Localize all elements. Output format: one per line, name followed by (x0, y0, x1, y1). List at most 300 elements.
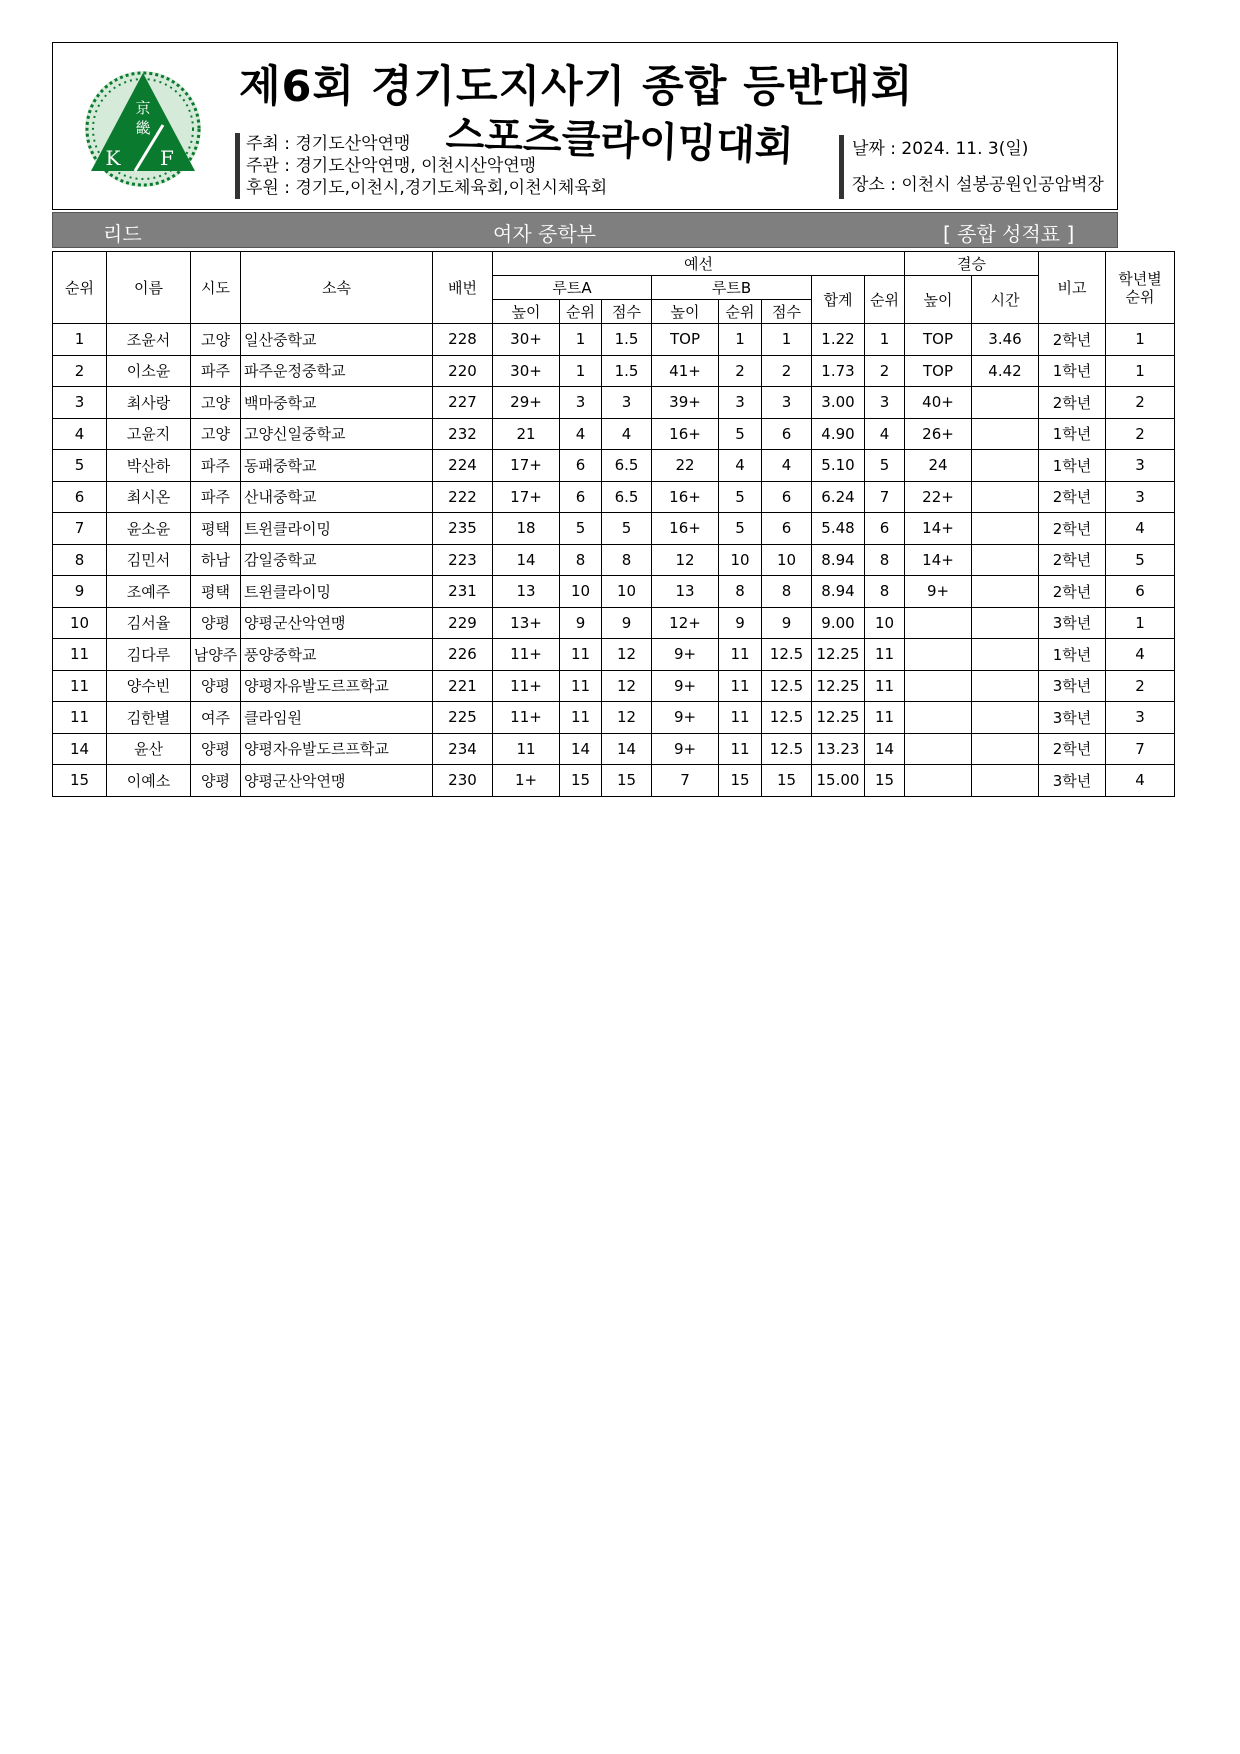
svg-text:京: 京 (135, 99, 151, 117)
total-cell: 3.00 (812, 387, 865, 419)
table-row (53, 418, 1175, 450)
total-cell: 8.94 (812, 544, 865, 576)
route-a-score-cell: 3 (602, 387, 652, 419)
qual-rank-cell: 11 (865, 702, 905, 734)
route-a-score-cell: 8 (602, 544, 652, 576)
final-time-cell (972, 670, 1039, 702)
final-time-cell (972, 418, 1039, 450)
route-b-height-cell: 22 (652, 450, 719, 482)
rank-cell: 9 (53, 576, 107, 608)
event-label: 리드 (103, 222, 142, 246)
route-a-score-cell: 10 (602, 576, 652, 608)
total-cell: 15.00 (812, 765, 865, 797)
route-a-height-cell: 17+ (493, 481, 560, 513)
rank-cell: 8 (53, 544, 107, 576)
route-b-rank-cell: 3 (719, 387, 762, 419)
route-a-height-cell: 11+ (493, 639, 560, 671)
final-time-cell (972, 450, 1039, 482)
bib-cell: 230 (433, 765, 493, 797)
sponsor-line: 후원 : 경기도,이천시,경기도체육회,이천시체육회 (246, 178, 608, 198)
bib-cell: 225 (433, 702, 493, 734)
final-height-cell (905, 702, 972, 734)
total-cell: 6.24 (812, 481, 865, 513)
note-cell: 2학년 (1039, 544, 1106, 576)
document-header (52, 42, 1118, 210)
results-table (52, 251, 1175, 797)
final-height-cell: 14+ (905, 544, 972, 576)
route-a-score-cell: 12 (602, 702, 652, 734)
note-cell: 3학년 (1039, 702, 1106, 734)
route-b-height-cell: 41+ (652, 355, 719, 387)
rank-cell: 14 (53, 733, 107, 765)
city-cell: 하남 (191, 544, 241, 576)
grade-rank-cell: 2 (1106, 418, 1175, 450)
affiliation-cell: 동패중학교 (241, 450, 433, 482)
route-b-rank-cell: 10 (719, 544, 762, 576)
qual-rank-cell: 8 (865, 576, 905, 608)
final-height-cell: 14+ (905, 513, 972, 545)
header-b-rank: 순위 (719, 300, 762, 324)
route-a-score-cell: 5 (602, 513, 652, 545)
route-a-height-cell: 14 (493, 544, 560, 576)
route-b-rank-cell: 5 (719, 418, 762, 450)
name-cell: 윤산 (107, 733, 191, 765)
route-a-rank-cell: 11 (560, 702, 602, 734)
bib-cell: 229 (433, 607, 493, 639)
qual-rank-cell: 6 (865, 513, 905, 545)
route-b-score-cell: 1 (762, 324, 812, 356)
table-row (53, 324, 1175, 356)
route-a-height-cell: 13 (493, 576, 560, 608)
affiliation-cell: 양평군산악연맹 (241, 607, 433, 639)
route-b-score-cell: 9 (762, 607, 812, 639)
table-row (53, 702, 1175, 734)
table-row (53, 387, 1175, 419)
route-a-height-cell: 11+ (493, 670, 560, 702)
grade-rank-cell: 4 (1106, 513, 1175, 545)
table-row (53, 670, 1175, 702)
route-b-rank-cell: 11 (719, 670, 762, 702)
route-b-height-cell: 7 (652, 765, 719, 797)
route-a-height-cell: 1+ (493, 765, 560, 797)
route-b-rank-cell: 8 (719, 576, 762, 608)
category-banner (52, 212, 1118, 248)
name-cell: 김다루 (107, 639, 191, 671)
affiliation-cell: 양평자유발도르프학교 (241, 733, 433, 765)
header-b-score: 점수 (762, 300, 812, 324)
affiliation-cell: 감일중학교 (241, 544, 433, 576)
division-label: 여자 중학부 (493, 222, 596, 246)
total-cell: 1.22 (812, 324, 865, 356)
route-a-height-cell: 13+ (493, 607, 560, 639)
route-b-score-cell: 4 (762, 450, 812, 482)
note-cell: 3학년 (1039, 607, 1106, 639)
affiliation-cell: 양평자유발도르프학교 (241, 670, 433, 702)
name-cell: 김민서 (107, 544, 191, 576)
note-cell: 1학년 (1039, 450, 1106, 482)
qual-rank-cell: 10 (865, 607, 905, 639)
city-cell: 평택 (191, 513, 241, 545)
route-a-height-cell: 11+ (493, 702, 560, 734)
route-a-height-cell: 21 (493, 418, 560, 450)
bib-cell: 234 (433, 733, 493, 765)
route-a-score-cell: 6.5 (602, 450, 652, 482)
route-b-score-cell: 12.5 (762, 733, 812, 765)
affiliation-cell: 풍양중학교 (241, 639, 433, 671)
sheet-label: [ 종합 성적표 ] (943, 222, 1075, 246)
route-a-rank-cell: 6 (560, 450, 602, 482)
route-a-score-cell: 12 (602, 639, 652, 671)
route-b-rank-cell: 1 (719, 324, 762, 356)
table-row (53, 576, 1175, 608)
route-b-height-cell: 16+ (652, 481, 719, 513)
bib-cell: 221 (433, 670, 493, 702)
competition-title: 제6회 경기도지사기 종합 등반대회 (239, 62, 914, 112)
final-height-cell: TOP (905, 355, 972, 387)
total-cell: 4.90 (812, 418, 865, 450)
header-a-height: 높이 (493, 300, 560, 324)
route-b-height-cell: 9+ (652, 670, 719, 702)
note-cell: 2학년 (1039, 324, 1106, 356)
table-row (53, 450, 1175, 482)
note-cell: 2학년 (1039, 387, 1106, 419)
qual-rank-cell: 5 (865, 450, 905, 482)
bib-cell: 224 (433, 450, 493, 482)
name-cell: 양수빈 (107, 670, 191, 702)
route-a-height-cell: 30+ (493, 324, 560, 356)
bib-cell: 222 (433, 481, 493, 513)
final-time-cell (972, 576, 1039, 608)
table-row (53, 639, 1175, 671)
city-cell: 양평 (191, 607, 241, 639)
route-b-height-cell: 12+ (652, 607, 719, 639)
city-cell: 파주 (191, 481, 241, 513)
table-row (53, 355, 1175, 387)
grade-rank-cell: 6 (1106, 576, 1175, 608)
city-cell: 양평 (191, 670, 241, 702)
final-height-cell (905, 765, 972, 797)
final-time-cell (972, 513, 1039, 545)
table-row (53, 607, 1175, 639)
bib-cell: 232 (433, 418, 493, 450)
table-row (53, 733, 1175, 765)
header-name: 이름 (107, 252, 191, 324)
city-cell: 평택 (191, 576, 241, 608)
city-cell: 여주 (191, 702, 241, 734)
rank-cell: 6 (53, 481, 107, 513)
route-a-rank-cell: 10 (560, 576, 602, 608)
route-b-rank-cell: 11 (719, 702, 762, 734)
total-cell: 5.48 (812, 513, 865, 545)
route-a-rank-cell: 8 (560, 544, 602, 576)
date-venue-info (839, 135, 1104, 199)
final-time-cell (972, 702, 1039, 734)
organizer-line: 주관 : 경기도산악연맹, 이천시산악연맹 (246, 156, 537, 176)
city-cell: 양평 (191, 733, 241, 765)
note-cell: 3학년 (1039, 765, 1106, 797)
final-time-cell (972, 607, 1039, 639)
total-cell: 12.25 (812, 670, 865, 702)
total-cell: 12.25 (812, 639, 865, 671)
city-cell: 파주 (191, 355, 241, 387)
final-height-cell (905, 733, 972, 765)
grade-rank-cell: 1 (1106, 607, 1175, 639)
route-a-rank-cell: 6 (560, 481, 602, 513)
route-b-height-cell: 16+ (652, 418, 719, 450)
route-b-rank-cell: 11 (719, 639, 762, 671)
city-cell: 남양주 (191, 639, 241, 671)
route-b-score-cell: 10 (762, 544, 812, 576)
grade-rank-cell: 5 (1106, 544, 1175, 576)
header-rank: 순위 (53, 252, 107, 324)
city-cell: 고양 (191, 387, 241, 419)
bib-cell: 228 (433, 324, 493, 356)
total-cell: 5.10 (812, 450, 865, 482)
route-a-score-cell: 15 (602, 765, 652, 797)
header-final-time: 시간 (972, 276, 1039, 324)
city-cell: 고양 (191, 324, 241, 356)
affiliation-cell: 일산중학교 (241, 324, 433, 356)
city-cell: 파주 (191, 450, 241, 482)
final-time-cell (972, 481, 1039, 513)
route-a-score-cell: 1.5 (602, 324, 652, 356)
route-b-rank-cell: 5 (719, 481, 762, 513)
header-b-height: 높이 (652, 300, 719, 324)
qual-rank-cell: 11 (865, 670, 905, 702)
table-row (53, 765, 1175, 797)
route-a-rank-cell: 11 (560, 670, 602, 702)
date-line: 날짜 : 2024. 11. 3(일) (852, 139, 1029, 159)
name-cell: 최시온 (107, 481, 191, 513)
name-cell: 이소윤 (107, 355, 191, 387)
route-b-height-cell: 9+ (652, 639, 719, 671)
header-note: 비고 (1039, 252, 1106, 324)
route-a-rank-cell: 1 (560, 355, 602, 387)
rank-cell: 11 (53, 639, 107, 671)
grade-rank-cell: 3 (1106, 481, 1175, 513)
organizer-info (235, 133, 607, 199)
route-b-score-cell: 12.5 (762, 670, 812, 702)
route-b-height-cell: 12 (652, 544, 719, 576)
route-a-rank-cell: 15 (560, 765, 602, 797)
route-b-rank-cell: 4 (719, 450, 762, 482)
grade-rank-cell: 4 (1106, 639, 1175, 671)
affiliation-cell: 백마중학교 (241, 387, 433, 419)
grade-rank-cell: 3 (1106, 702, 1175, 734)
affiliation-cell: 양평군산악연맹 (241, 765, 433, 797)
final-height-cell (905, 670, 972, 702)
city-cell: 고양 (191, 418, 241, 450)
rank-cell: 4 (53, 418, 107, 450)
final-time-cell (972, 765, 1039, 797)
route-b-rank-cell: 9 (719, 607, 762, 639)
city-cell: 양평 (191, 765, 241, 797)
results-body (53, 324, 1175, 797)
route-b-score-cell: 6 (762, 481, 812, 513)
route-a-score-cell: 14 (602, 733, 652, 765)
grade-rank-cell: 4 (1106, 765, 1175, 797)
route-b-height-cell: 39+ (652, 387, 719, 419)
route-a-rank-cell: 3 (560, 387, 602, 419)
qual-rank-cell: 3 (865, 387, 905, 419)
rank-cell: 11 (53, 702, 107, 734)
note-cell: 1학년 (1039, 418, 1106, 450)
rank-cell: 2 (53, 355, 107, 387)
grade-rank-cell: 1 (1106, 355, 1175, 387)
final-height-cell: 26+ (905, 418, 972, 450)
kf-emblem-logo (81, 67, 205, 191)
route-a-score-cell: 12 (602, 670, 652, 702)
route-b-rank-cell: 11 (719, 733, 762, 765)
svg-text:畿: 畿 (135, 119, 151, 137)
bib-cell: 227 (433, 387, 493, 419)
total-cell: 12.25 (812, 702, 865, 734)
host-line: 주최 : 경기도산악연맹 (246, 134, 411, 154)
header-affiliation: 소속 (241, 252, 433, 324)
route-b-height-cell: 9+ (652, 702, 719, 734)
rank-cell: 11 (53, 670, 107, 702)
header-city: 시도 (191, 252, 241, 324)
name-cell: 윤소윤 (107, 513, 191, 545)
route-a-height-cell: 17+ (493, 450, 560, 482)
route-a-rank-cell: 9 (560, 607, 602, 639)
header-a-score: 점수 (602, 300, 652, 324)
name-cell: 조윤서 (107, 324, 191, 356)
route-b-score-cell: 3 (762, 387, 812, 419)
route-a-rank-cell: 5 (560, 513, 602, 545)
rank-cell: 15 (53, 765, 107, 797)
header-grade-rank: 학년별 순위 (1106, 252, 1175, 324)
final-time-cell: 3.46 (972, 324, 1039, 356)
note-cell: 2학년 (1039, 733, 1106, 765)
qual-rank-cell: 4 (865, 418, 905, 450)
grade-rank-cell: 2 (1106, 387, 1175, 419)
route-b-rank-cell: 5 (719, 513, 762, 545)
final-time-cell: 4.42 (972, 355, 1039, 387)
grade-rank-cell: 7 (1106, 733, 1175, 765)
route-b-height-cell: TOP (652, 324, 719, 356)
header-route-a: 루트A (493, 276, 652, 300)
affiliation-cell: 파주운정중학교 (241, 355, 433, 387)
rank-cell: 1 (53, 324, 107, 356)
note-cell: 1학년 (1039, 355, 1106, 387)
route-a-rank-cell: 4 (560, 418, 602, 450)
table-row (53, 513, 1175, 545)
route-a-score-cell: 9 (602, 607, 652, 639)
rank-cell: 7 (53, 513, 107, 545)
final-height-cell: 40+ (905, 387, 972, 419)
svg-text:K: K (105, 146, 121, 170)
final-height-cell (905, 639, 972, 671)
table-row (53, 544, 1175, 576)
final-time-cell (972, 544, 1039, 576)
affiliation-cell: 고양신일중학교 (241, 418, 433, 450)
qual-rank-cell: 15 (865, 765, 905, 797)
header-final-height: 높이 (905, 276, 972, 324)
name-cell: 최사랑 (107, 387, 191, 419)
name-cell: 조예주 (107, 576, 191, 608)
table-row (53, 481, 1175, 513)
total-cell: 13.23 (812, 733, 865, 765)
final-time-cell (972, 639, 1039, 671)
rank-cell: 5 (53, 450, 107, 482)
bib-cell: 220 (433, 355, 493, 387)
route-a-score-cell: 1.5 (602, 355, 652, 387)
header-a-rank: 순위 (560, 300, 602, 324)
rank-cell: 10 (53, 607, 107, 639)
affiliation-cell: 트윈클라이밍 (241, 513, 433, 545)
note-cell: 3학년 (1039, 670, 1106, 702)
route-a-rank-cell: 1 (560, 324, 602, 356)
affiliation-cell: 산내중학교 (241, 481, 433, 513)
route-b-score-cell: 15 (762, 765, 812, 797)
name-cell: 김한별 (107, 702, 191, 734)
name-cell: 김서율 (107, 607, 191, 639)
header-final: 결승 (905, 252, 1039, 276)
grade-rank-cell: 1 (1106, 324, 1175, 356)
final-time-cell (972, 733, 1039, 765)
route-a-height-cell: 29+ (493, 387, 560, 419)
header-total: 합계 (812, 276, 865, 324)
qual-rank-cell: 2 (865, 355, 905, 387)
venue-line: 장소 : 이천시 설봉공원인공암벽장 (852, 175, 1104, 195)
route-b-rank-cell: 15 (719, 765, 762, 797)
svg-text:F: F (160, 146, 174, 170)
rank-cell: 3 (53, 387, 107, 419)
bib-cell: 231 (433, 576, 493, 608)
route-b-score-cell: 8 (762, 576, 812, 608)
qual-rank-cell: 8 (865, 544, 905, 576)
qual-rank-cell: 14 (865, 733, 905, 765)
bib-cell: 235 (433, 513, 493, 545)
note-cell: 1학년 (1039, 639, 1106, 671)
header-bib: 배번 (433, 252, 493, 324)
qual-rank-cell: 1 (865, 324, 905, 356)
affiliation-cell: 트윈클라이밍 (241, 576, 433, 608)
route-b-score-cell: 6 (762, 513, 812, 545)
route-b-score-cell: 2 (762, 355, 812, 387)
route-a-score-cell: 4 (602, 418, 652, 450)
final-height-cell: 9+ (905, 576, 972, 608)
total-cell: 8.94 (812, 576, 865, 608)
note-cell: 2학년 (1039, 576, 1106, 608)
final-height-cell: 22+ (905, 481, 972, 513)
route-b-score-cell: 12.5 (762, 702, 812, 734)
route-a-rank-cell: 11 (560, 639, 602, 671)
route-b-height-cell: 9+ (652, 733, 719, 765)
route-a-score-cell: 6.5 (602, 481, 652, 513)
route-a-height-cell: 11 (493, 733, 560, 765)
route-b-score-cell: 6 (762, 418, 812, 450)
header-qualification: 예선 (493, 252, 905, 276)
route-a-rank-cell: 14 (560, 733, 602, 765)
name-cell: 박산하 (107, 450, 191, 482)
competition-subtitle: 스포츠클라이밍대회 (445, 111, 795, 171)
final-height-cell: 24 (905, 450, 972, 482)
route-b-height-cell: 16+ (652, 513, 719, 545)
affiliation-cell: 클라임원 (241, 702, 433, 734)
route-b-rank-cell: 2 (719, 355, 762, 387)
grade-rank-cell: 2 (1106, 670, 1175, 702)
route-a-height-cell: 18 (493, 513, 560, 545)
header-route-b: 루트B (652, 276, 812, 300)
name-cell: 고윤지 (107, 418, 191, 450)
final-height-cell (905, 607, 972, 639)
grade-rank-cell: 3 (1106, 450, 1175, 482)
final-time-cell (972, 387, 1039, 419)
bib-cell: 226 (433, 639, 493, 671)
total-cell: 1.73 (812, 355, 865, 387)
